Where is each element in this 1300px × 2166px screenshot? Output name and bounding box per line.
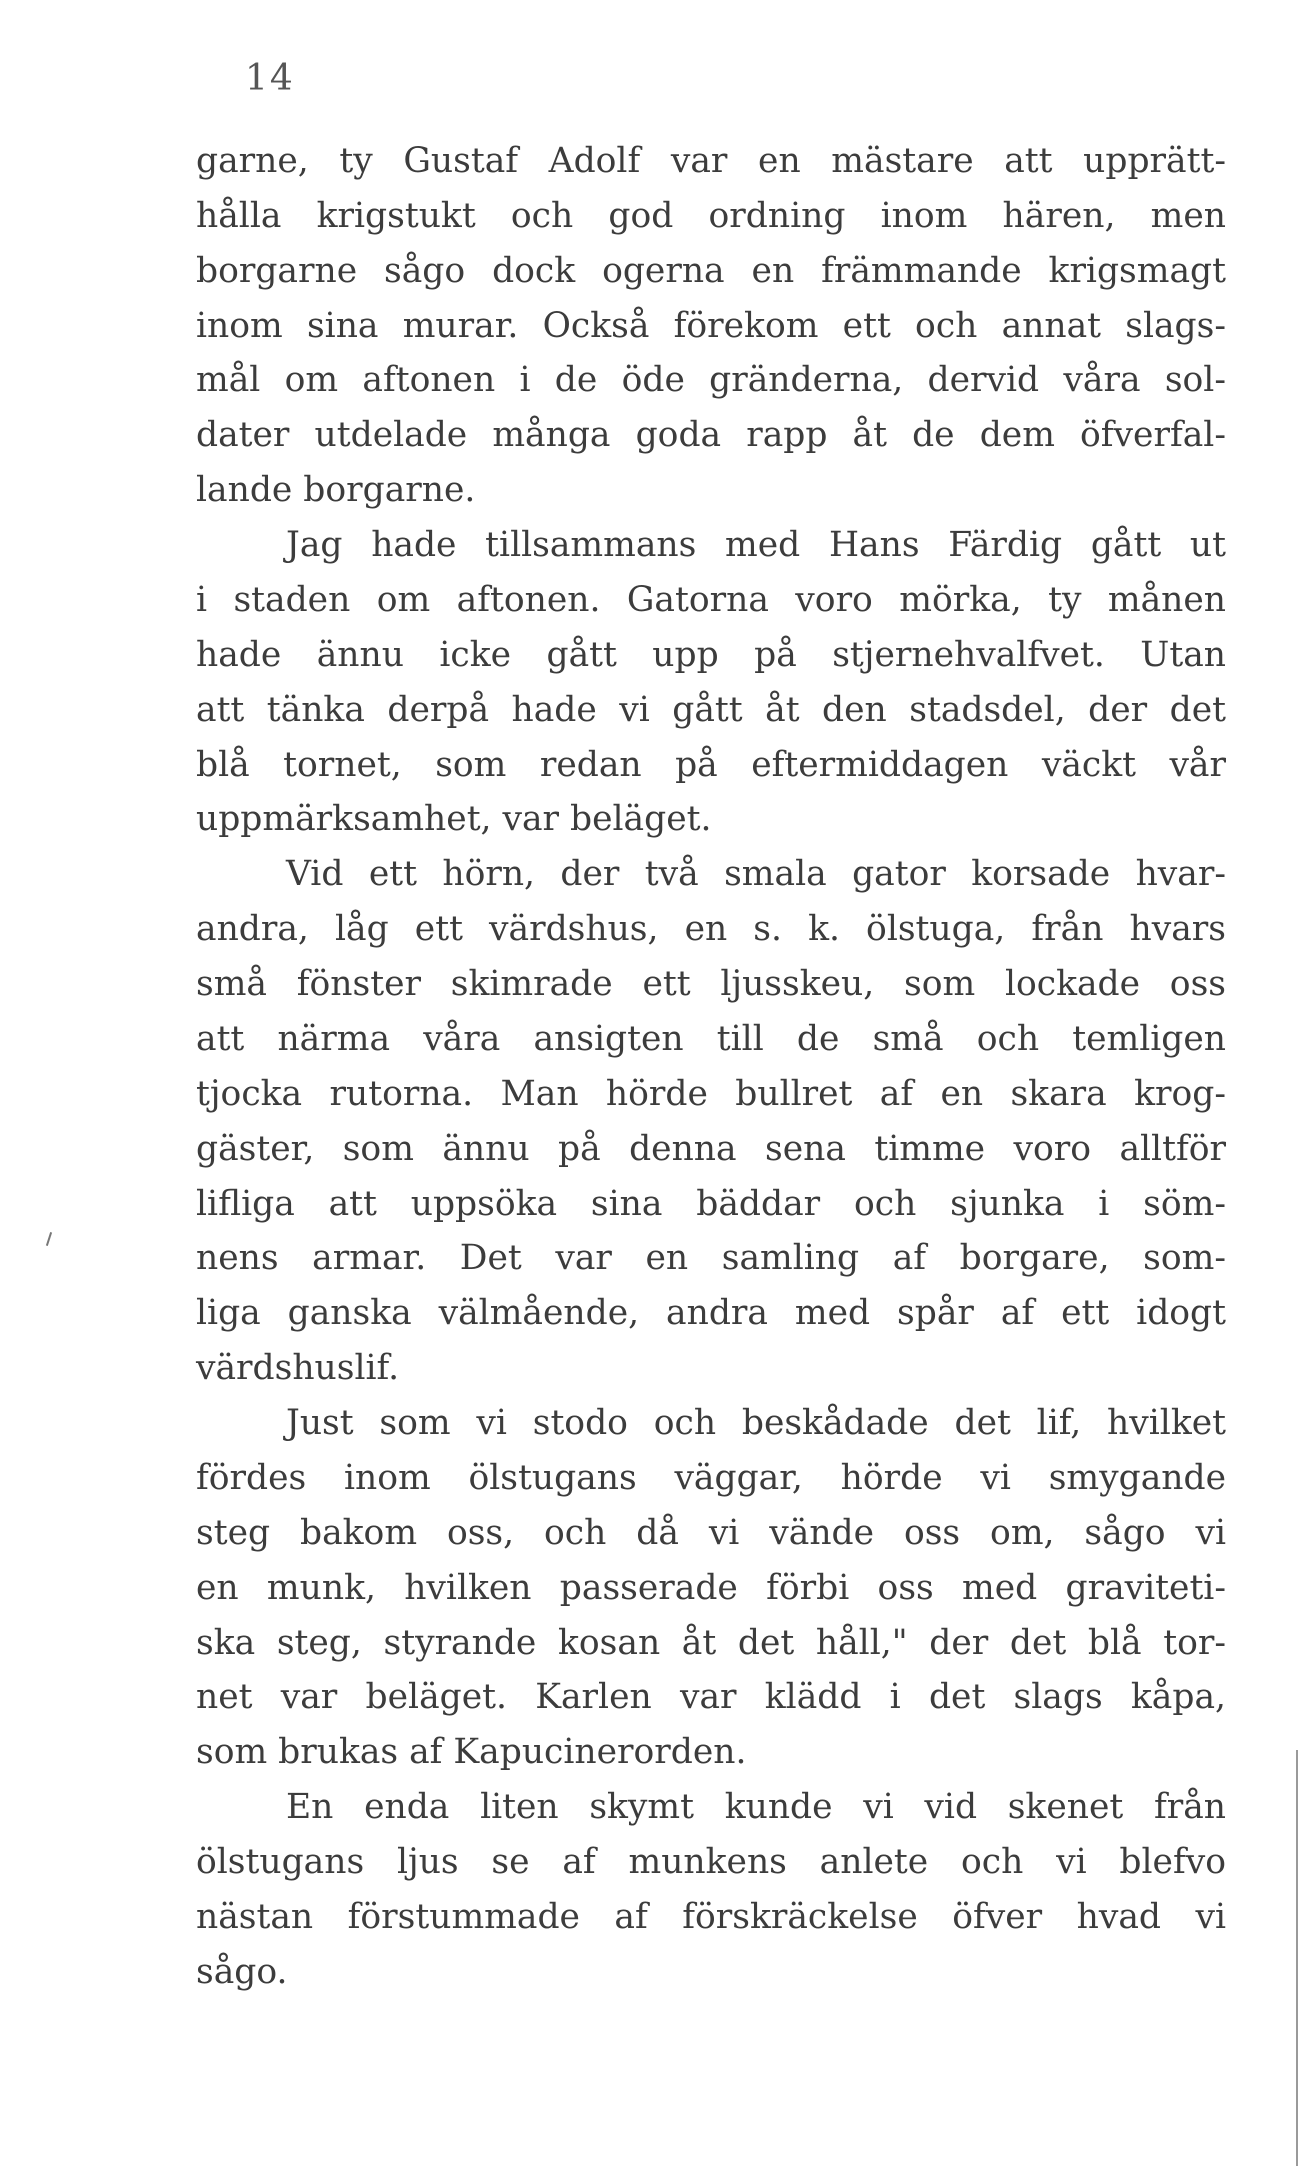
text-line: En enda liten skymt kunde vi vid skenet från	[286, 1787, 1226, 1827]
text-line: en munk, hvilken passerade förbi oss med graviteti-	[196, 1568, 1226, 1608]
page-number: 14	[245, 58, 295, 99]
text-line: att tänka derpå hade vi gått åt den stadsdel, der det	[196, 690, 1226, 730]
text-line: inom sina murar. Också förekom ett och annat slags-	[196, 306, 1226, 346]
text-line: nens armar. Det var en samling af borgare, som-	[196, 1238, 1226, 1278]
text-line: nästan förstummade af förskräckelse öfver hvad vi	[196, 1897, 1226, 1937]
text-line: andra, låg ett värdshus, en s. k. ölstuga, från hvars	[196, 909, 1226, 949]
text-line: garne, ty Gustaf Adolf var en mästare att upprätt-	[196, 141, 1226, 181]
text-line: hålla krigstukt och god ordning inom hären, men	[196, 196, 1226, 236]
text-line: liga ganska välmående, andra med spår af ett idogt	[196, 1293, 1226, 1333]
text-line: att närma våra ansigten till de små och temligen	[196, 1019, 1226, 1059]
text-line: steg bakom oss, och då vi vände oss om, sågo vi	[196, 1513, 1226, 1553]
margin-mark	[46, 1232, 52, 1246]
text-line: Just som vi stodo och beskådade det lif, hvilket	[286, 1403, 1226, 1443]
text-line: dater utdelade många goda rapp åt de dem öfverfal-	[196, 415, 1226, 455]
text-line: borgarne sågo dock ogerna en främmande krigsmagt	[196, 251, 1226, 291]
text-line: i staden om aftonen. Gatorna voro mörka, ty månen	[196, 580, 1226, 620]
text-line: värdshuslif.	[196, 1348, 400, 1388]
text-line: sågo.	[196, 1952, 288, 1992]
text-line: tjocka rutorna. Man hörde bullret af en skara krog-	[196, 1074, 1226, 1114]
text-line: fördes inom ölstugans väggar, hörde vi smygande	[196, 1458, 1226, 1498]
text-line: som brukas af Kapucinerorden.	[196, 1732, 747, 1772]
text-line: ölstugans ljus se af munkens anlete och vi blefvo	[196, 1842, 1226, 1882]
text-line: blå tornet, som redan på eftermiddagen väckt vår	[196, 745, 1226, 785]
text-line: Jag hade tillsammans med Hans Färdig gått ut	[286, 525, 1226, 565]
text-line: lande borgarne.	[196, 470, 476, 510]
text-line: ska steg, styrande kosan åt det håll," der det blå tor-	[196, 1623, 1226, 1663]
text-line: små fönster skimrade ett ljusskeu, som lockade oss	[196, 964, 1226, 1004]
text-line: hade ännu icke gått upp på stjernehvalfvet. Utan	[196, 635, 1226, 675]
text-line: uppmärksamhet, var beläget.	[196, 799, 712, 839]
text-line: mål om aftonen i de öde gränderna, dervid våra sol-	[196, 360, 1226, 400]
text-line: lifliga att uppsöka sina bäddar och sjunka i söm-	[196, 1184, 1226, 1224]
text-line: net var beläget. Karlen var klädd i det slags kåpa,	[196, 1677, 1226, 1717]
text-line: gäster, som ännu på denna sena timme voro alltför	[196, 1129, 1226, 1169]
page-edge-line	[1296, 1750, 1298, 2166]
text-line: Vid ett hörn, der två smala gator korsade hvar-	[286, 854, 1226, 894]
